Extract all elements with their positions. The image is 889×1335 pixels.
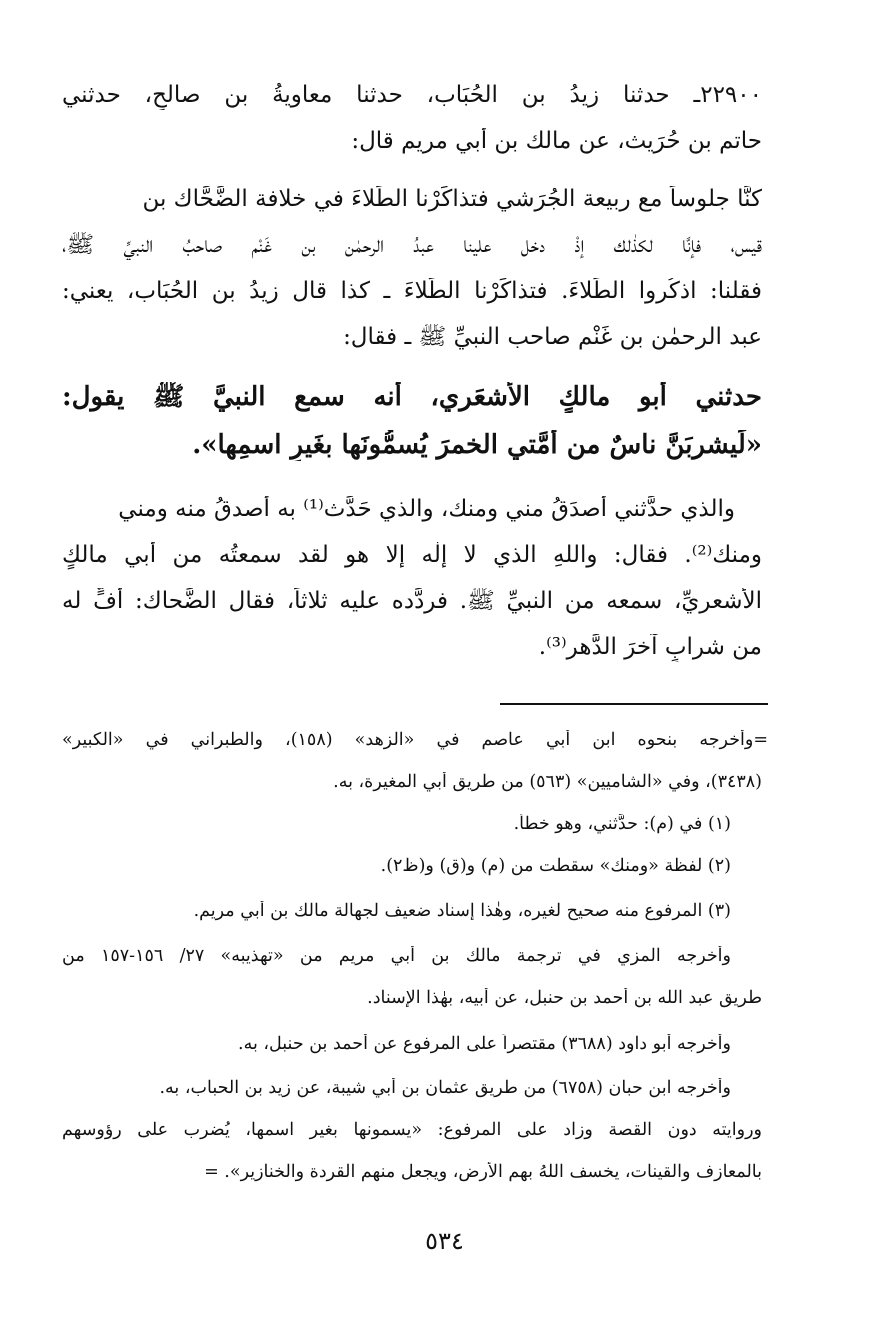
footnote-line: وأخرجه ابن حبان (٦٧٥٨) من طريق عثمان بن أبي شيبة، عن زيد بن الحباب، به. <box>159 1078 731 1098</box>
continuation-text-line: من شرابٍ آخرَ الدَّهر⁽³⁾. <box>538 634 762 660</box>
continuation-text-line: الأشعريِّ، سمعه من النبيِّ ﷺ. فردَّده عليه ثلاثاً، فقال الضَّحاك: أُفٍّ له <box>62 588 762 614</box>
footnote-line: =وأخرجه بنحوه ابن أبي عاصم في «الزهد» (١٥٨)، والطبراني في «الكبير» <box>62 730 768 750</box>
main-text-line: عبد الرحمٰن بن غَنْم صاحب النبيِّ ﷺ ـ فقال: <box>343 324 762 350</box>
hadith-text-line: حدثني أبو مالكٍ الأشعَري، أنه سمع النبيَّ ﷺ يقول: <box>62 382 762 412</box>
footnote-2: (٢) لفظة «ومنك» سقطت من (م) و(ق) و(ظ٢). <box>380 856 731 876</box>
footnote-line: (٣٤٣٨)، وفي «الشاميين» (٥٦٣) من طريق أبي المغيرة، به. <box>333 772 762 792</box>
main-text-line: كنَّا جلوساً مع ربيعة الجُرَشي فتذاكَرْنا الطِّلاءَ في خلافة الضَّحَّاك بن <box>142 186 762 212</box>
footnote-1: (١) في (م): حدَّثني، وهو خطأ. <box>513 814 731 834</box>
footnote-line: وأخرجه المزي في ترجمة مالك بن أبي مريم من «تهذيبه» ٢٧/ ١٥٦-١٥٧ من <box>62 946 731 966</box>
footnote-line: بالمعازف والقينات، يخسف اللهُ بهم الأرض، ويجعل منهم القردة والخنازير». = <box>204 1162 762 1182</box>
footnote-line: وروايته دون القصة وزاد على المرفوع: «يسمونها بغير اسمها، يُضرب على رؤوسهم <box>62 1120 762 1140</box>
continuation-text-line: والذي حدَّثني أصدَقُ مني ومنك، والذي حَدَّث⁽¹⁾ به أَصدقُ منه ومني <box>118 496 735 522</box>
page-number: ٥٣٤ <box>425 1227 464 1255</box>
footnote-line: وأخرجه أبو داود (٣٦٨٨) مقتصراً على المرفوع عن أحمد بن حنبل، به. <box>238 1034 731 1054</box>
footnote-line: طريق عبد الله بن أحمد بن حنبل، عن أبيه، بهٰذا الإسناد. <box>367 988 762 1008</box>
footnote-3: (٣) المرفوع منه صحيح لغيره، وهٰذا إسناد ضعيف لجهالة مالك بن أبي مريم. <box>193 901 731 921</box>
main-text-line: قيس، فإنَّا لكذٰلك إذْ دخل علينا عبدُ الرحمٰن بن غَنْم صاحبُ النبيِّ ﷺ، <box>62 232 762 258</box>
main-text-line: ٢٢٩٠٠ـ حدثنا زيدُ بن الحُبَاب، حدثنا معاويةُ بن صالحٍ، حدثني <box>62 82 762 108</box>
footnote-separator <box>500 703 768 705</box>
continuation-text-line: ومنك⁽²⁾. فقال: واللهِ الذي لا إلٰه إلا هو لقد سمعتُه من أبي مالكٍ <box>62 542 762 568</box>
main-text-line: حاتم بن حُرَيث، عن مالك بن أبي مريم قال: <box>351 128 762 154</box>
hadith-text-line: «لَيشربَنَّ ناسٌ من أُمَّتي الخمرَ يُسمُّونَها بغَيرِ اسمِها». <box>192 430 762 460</box>
main-text-line: فقلنا: اذكُروا الطِّلاءَ. فتذاكَرْنا الطِّلاءَ ـ كذا قال زيدُ بن الحُبَاب، يعني: <box>62 278 762 304</box>
